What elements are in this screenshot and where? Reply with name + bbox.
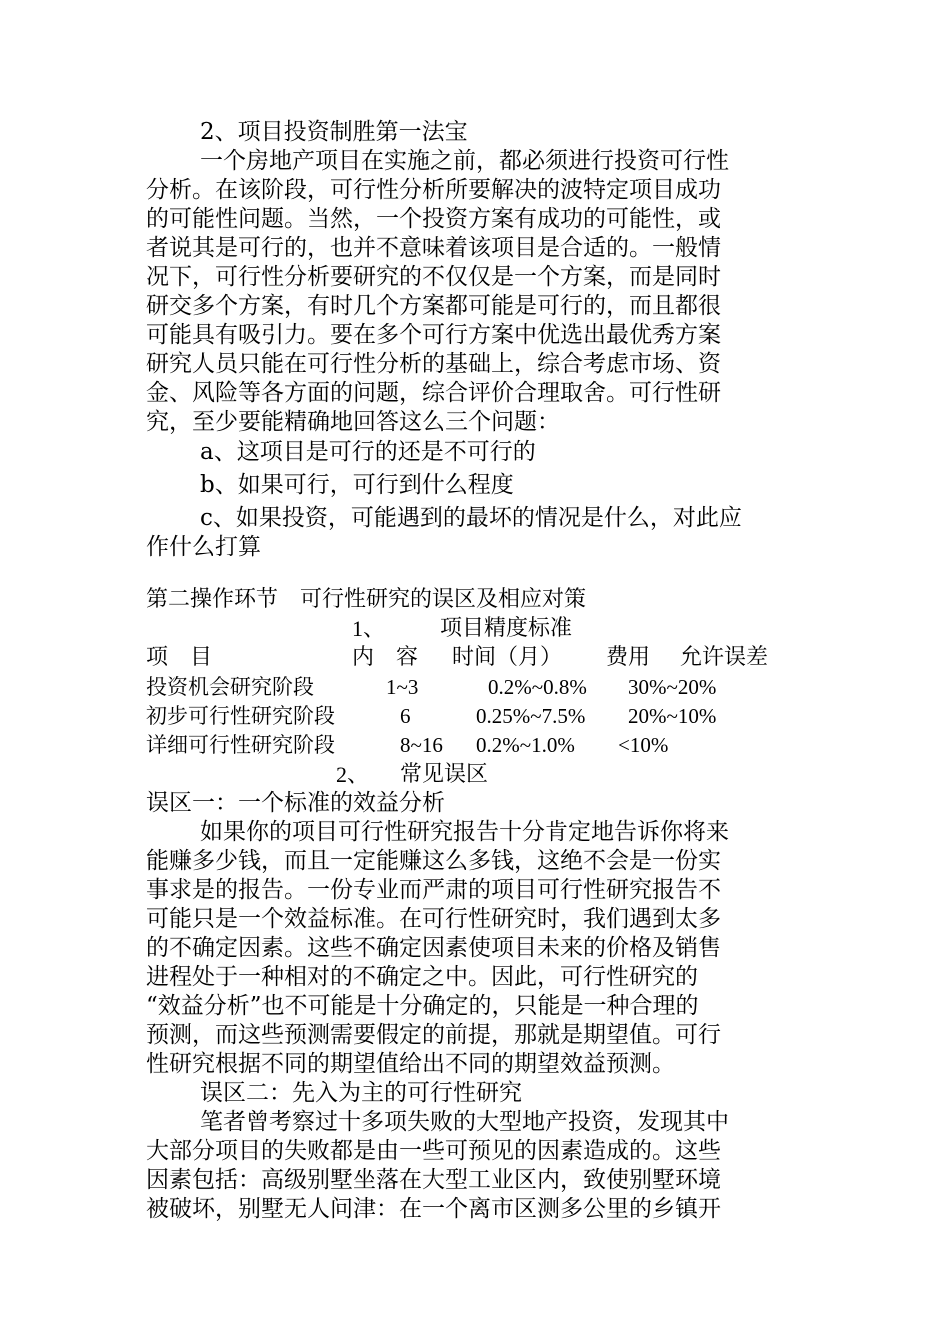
table-row-time: 1~3 bbox=[386, 675, 419, 699]
paragraph-line: 如果你的项目可行性研究报告十分肯定地告诉你将来 bbox=[200, 819, 729, 845]
paragraph-line: 被破坏，别墅无人问津：在一个离市区测多公里的乡镇开 bbox=[146, 1196, 721, 1222]
table-header-item: 项 目 bbox=[146, 645, 213, 670]
subsection-title: 项目精度标准 bbox=[440, 616, 573, 641]
list-item-b: b、如果可行，可行到什么程度 bbox=[200, 472, 514, 498]
paragraph-line: 大部分项目的失败都是由一些可预见的因素造成的。这些 bbox=[146, 1138, 721, 1164]
paragraph-line: 金、风险等各方面的问题，综合评价合理取舍。可行性研 bbox=[146, 380, 721, 406]
table-header-cost: 费用 bbox=[606, 645, 651, 670]
paragraph-line: 进程处于一种相对的不确定之中。因此，可行性研究的 bbox=[146, 964, 698, 990]
table-row-name: 详细可行性研究阶段 bbox=[146, 733, 335, 757]
paragraph-line: 研交多个方案，有时几个方案都可能是可行的，而且都很 bbox=[146, 293, 721, 319]
paragraph-line: “效益分析”也不可能是十分确定的，只能是一种合理的 bbox=[146, 993, 699, 1019]
list-item-a: a、这项目是可行的还是不可行的 bbox=[200, 439, 536, 465]
subsection-number: 1、 bbox=[352, 616, 386, 641]
paragraph-line: 分析。在该阶段，可行性分析所要解决的波特定项目成功 bbox=[146, 177, 721, 203]
myth-heading: 误区一：一个标准的效益分析 bbox=[146, 790, 445, 816]
paragraph-line: 能赚多少钱，而且一定能赚这么多钱，这绝不会是一份实 bbox=[146, 848, 721, 874]
paragraph-line: 的可能性问题。当然，一个投资方案有成功的可能性，或 bbox=[146, 206, 721, 232]
paragraph-line: 者说其是可行的，也并不意味着该项目是合适的。一般情 bbox=[146, 235, 721, 261]
table-row-error: 30%~20% bbox=[628, 675, 717, 699]
paragraph-line: 性研究根据不同的期望值给出不同的期望效益预测。 bbox=[146, 1051, 675, 1077]
list-item-c: c、如果投资，可能遇到的最坏的情况是什么，对此应 bbox=[200, 505, 742, 531]
table-header-content: 内 容 bbox=[352, 645, 419, 670]
section-title: 第二操作环节 可行性研究的误区及相应对策 bbox=[146, 587, 587, 612]
myth-heading: 误区二：先入为主的可行性研究 bbox=[200, 1080, 522, 1106]
table-row-time: 6 bbox=[400, 704, 411, 728]
table-row-error: 20%~10% bbox=[628, 704, 717, 728]
paragraph-line: 可能只是一个效益标准。在可行性研究时，我们遇到太多 bbox=[146, 906, 721, 932]
subsection-number: 2、 bbox=[336, 762, 370, 787]
paragraph-line: 笔者曾考察过十多项失败的大型地产投资，发现其中 bbox=[200, 1109, 729, 1135]
paragraph-line: 预测，而这些预测需要假定的前提，那就是期望值。可行 bbox=[146, 1022, 721, 1048]
table-header-time: 时间（月） bbox=[452, 645, 563, 670]
paragraph-line: 究，至少要能精确地回答这么三个问题： bbox=[146, 409, 560, 435]
list-item-c-continuation: 作什么打算 bbox=[146, 534, 261, 560]
subsection-title: 常见误区 bbox=[400, 762, 489, 787]
paragraph-line: 一个房地产项目在实施之前，都必须进行投资可行性 bbox=[200, 148, 729, 174]
paragraph-line: 研究人员只能在可行性分析的基础上，综合考虑市场、资 bbox=[146, 351, 721, 377]
table-row-name: 初步可行性研究阶段 bbox=[146, 704, 335, 728]
paragraph-line: 况下，可行性分析要研究的不仅仅是一个方案，而是同时 bbox=[146, 264, 721, 290]
table-row-error: <10% bbox=[618, 733, 669, 757]
section-heading: 2、项目投资制胜第一法宝 bbox=[200, 119, 468, 145]
table-row-cost: 0.2%~1.0% bbox=[476, 733, 575, 757]
paragraph-line: 可能具有吸引力。要在多个可行方案中优选出最优秀方案 bbox=[146, 322, 721, 348]
table-row-cost: 0.25%~7.5% bbox=[476, 704, 586, 728]
paragraph-line: 因素包括：高级别墅坐落在大型工业区内，致使别墅环境 bbox=[146, 1167, 721, 1193]
paragraph-line: 事求是的报告。一份专业而严肃的项目可行性研究报告不 bbox=[146, 877, 721, 903]
table-header-error: 允许误差 bbox=[680, 645, 769, 670]
table-row-cost: 0.2%~0.8% bbox=[488, 675, 587, 699]
table-row-time: 8~16 bbox=[400, 733, 443, 757]
table-row-name: 投资机会研究阶段 bbox=[146, 675, 314, 699]
paragraph-line: 的不确定因素。这些不确定因素使项目未来的价格及销售 bbox=[146, 935, 721, 961]
